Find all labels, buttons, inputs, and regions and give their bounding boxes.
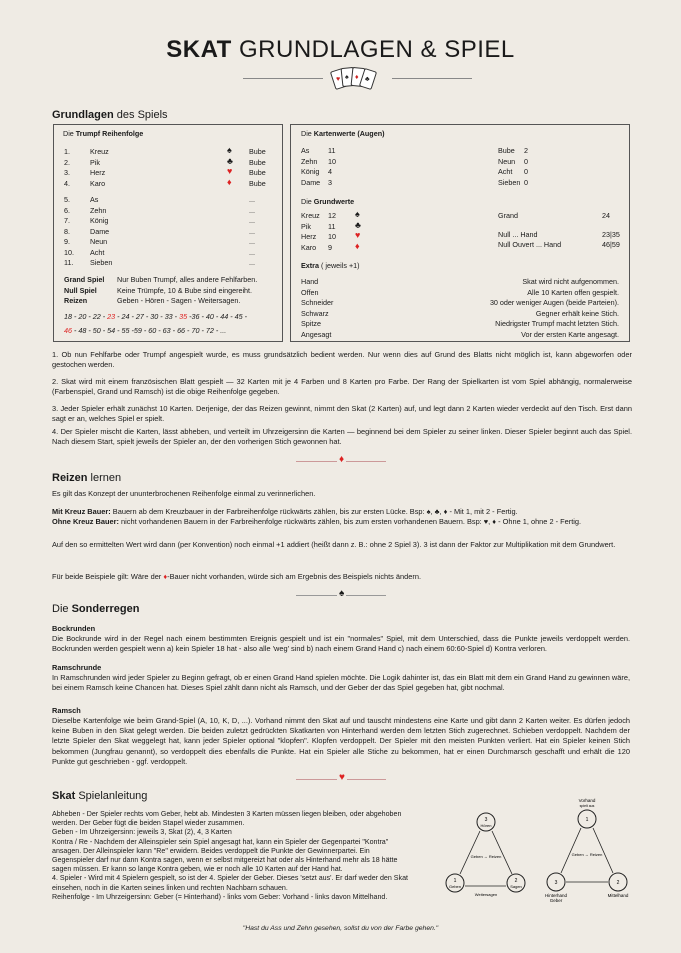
def-value: Keine Trümpfe, 10 & Bube sind eingereiht. [117,285,253,295]
extra-name: Schwarz [301,308,329,318]
svg-text:♠: ♠ [345,74,349,81]
trumpf-suit-name: Kreuz [90,147,109,156]
trumpf-suit-name: Pik [90,157,100,167]
trumpf-ellipsis: ... [249,226,255,236]
trumpf-card-name: As [90,195,99,204]
diagram-geben-reizen [442,810,534,902]
def-value: Nur Buben Trumpf, alles andere Fehlfarben. [117,275,258,284]
kartenwerte-box [290,124,630,342]
card-value: 2 [524,146,528,155]
diag1-n3: 3 [484,817,488,823]
diag2-top: Vorhand [578,798,596,803]
reizen-p3: Auf den so ermittelten Wert wird dann (per Konvention) noch einmal +1 addiert (heißt dann z. B.: ohne 2 Spiel 3). 3 ist dann der Faktor zur Multiplikation mit dem Grundwert. [52,540,616,549]
grundwerte-heading: Die Grundwerte [301,197,355,206]
anleitung-line: Abheben - Der Spieler rechts vom Geber, hebt ab. Mindesten 3 Karten müssen liegen bleiben, oder abgehoben [52,810,402,818]
reizen-p4: Für beide Beispiele gilt: Wäre der ♦-Bauer nicht vorhanden, würde sich am Ergebnis des Beispiels nichts ändern. [52,572,421,581]
diag1-l3: Hören [480,823,492,828]
svg-text:♦: ♦ [355,74,359,81]
trumpf-card-name: Dame [90,226,110,236]
card-value: 4 [328,167,332,176]
section-heading-sonderregen: Die Sonderregen [52,603,140,615]
trumpf-card-name: Zehn [90,205,107,215]
spade-suit-icon: ♠ [227,145,232,155]
card-value: 0 [524,156,528,166]
def-value: Geben - Hören - Sagen - Weitersagen. [117,296,241,305]
trumpf-card: Bube [249,147,266,156]
trumpf-rank: 7. [64,216,70,225]
grand-value: 24 [602,211,610,220]
trumpf-card: Bube [249,157,266,167]
trumpf-card-name: Acht [90,247,105,257]
heart-suit-icon: ♥ [355,230,361,240]
trumpf-suit-name: Herz [90,168,106,177]
sonderregel-text: Dieselbe Kartenfolge wie beim Grand-Spiel (A, 10, K, D, ...). Vorhand nimmt den Skat auf und tauscht mindestens eine Karte und gibt dann 2 Karten weiter. Es dürfen jedoch keine Buben in den Skat gelegt werden. Die beiden zuletzt gedrückten Skatkarten von Hinterhand werden dem letzten Stich zugerechnet. Schieben verdoppelt. Nachdem der letzte Spieler den Skat weggelegt hat, kann jeder Spieler optional "klopfen". Klopfen verdoppelt. Der Spieler mit den meisten Punkten verliert. Hat ein Spieler keinen Stich bekommen (Jungfrau genannt), so verdoppelt dies ebenfalls die Punkte. Hat ein Spieler alle Stiche zu bekommen, hat er einen Durchmarsch geschafft und erhält die 120 Punkte gut geschrieben - ggf. verdoppelt. [52,716,630,766]
sonderregel-text: In Ramschrunden wird jeder Spieler zu Beginn gefragt, ob er einen Grand Hand spielen möchte. Die Logik dahinter ist, das ein Blatt mit dem ein Grand Hand zu gewinnen wäre, bei einem Ramsch keine Chancen hat. Dieses Spiel zählt dann nicht als Ramsch, und der Geber der das Spiel gegeben hat, gibt nochmal. [52,673,630,693]
trumpf-card: Bube [249,178,266,188]
trumpf-rank: 11. [64,258,74,267]
diag1-l1: Geben [448,884,462,889]
trumpf-card-name: Sieben [90,258,113,267]
grund-value: 9 [328,242,332,252]
def-term: Reizen [64,296,88,305]
null-ouvert-label: Null Ouvert ... Hand [498,240,562,249]
trumpf-ellipsis: ... [249,205,255,215]
anleitung-line: Kontra / Re - Nachdem der Alleinspieler sein Spiel angesagt hat, kann ein Spieler der Gegenpartei "Kontra" [52,837,389,846]
trumpf-ellipsis: ... [249,216,255,225]
spade-suit-icon: ♣ [227,155,233,166]
diag1-n1: 1 [453,878,457,884]
card-name: König [301,167,320,176]
spade-suit-icon: ♣ [355,219,361,230]
card-name: Dame [301,177,321,187]
def-term: Null Spiel [64,285,97,295]
trumpf-ellipsis: ... [249,247,255,257]
card-name: As [301,146,310,155]
extra-heading: Extra ( jeweils +1) [301,261,360,270]
spade-suit-icon: ♠ [355,209,360,219]
title-rule-right [392,78,472,79]
trumpf-card-name: Neun [90,237,108,246]
extra-desc: Niedrigster Trumpf macht letzten Stich. [495,319,619,328]
rule-item: 2. Skat wird mit einem französischen Blatt gespielt — 32 Karten mit je 4 Farben und 8 Karten pro Farbe. Der Rang der Spielkarten ist vom Spiel abhängig, normalerweise (Farbenspiel, Grand und Ramsch) ist die obige Reihenfolge gegeben. [52,377,632,397]
spade-icon: ♠ [339,588,345,599]
section-heading-reizen: Reizen lernen [52,472,122,484]
trumpf-rank: 6. [64,205,70,215]
diamond-icon: ♦ [339,454,345,465]
grund-suit-name: Pik [301,221,311,231]
anleitung-line: einsehen, noch in die Karten seines linken und rechten Nachbarn schauen. [52,883,288,892]
card-name: Sieben [498,177,521,187]
diag2-n1: 1 [585,817,589,823]
extra-name: Schneider [301,298,334,307]
diag2-n2: 2 [616,880,620,886]
null-hand-value: 23|35 [602,230,620,239]
card-name: Bube [498,146,515,155]
diag2-br: Mittelhand [607,893,629,898]
null-hand-label: Null ... Hand [498,230,538,239]
grund-suit-name: Karo [301,242,317,252]
trumpf-rank: 2. [64,157,70,167]
trumpf-card-name: König [90,216,109,225]
diag2-bl: Hinterhand [544,893,568,898]
grund-value: 11 [328,221,336,231]
extra-desc: Alle 10 Karten offen gespielt. [527,287,619,297]
card-value: 11 [328,146,336,155]
anleitung-line: Gegenspieler darf nur dann Kontra sagen, wenn er selbst mitgereizt hat oder als Hinterhand mehr als 18 hätte [52,856,398,864]
grund-value: 10 [328,232,336,241]
rule-item: 3. Jeder Spieler erhält zunächst 10 Karten. Derjenige, der das Reizen gewinnt, nimmt den Skat (2 Karten) auf, und legt dann 2 Karten wieder verdeckt auf den Tisch. Erst dann sagt er an, welches Spiel er spielt. [52,404,632,424]
section-heading-spielanleitung: Skat Spielanleitung [52,790,148,802]
extra-desc: 30 oder weniger Augen (beide Parteien). [489,298,619,307]
card-name: Zehn [301,156,318,166]
anleitung-line: ansagen. Der Alleinspieler kann "Re" erwidern. Beides verdoppelt die Punkte der Gewinnerpartei. Ein [52,846,370,855]
card-name: Acht [498,167,513,176]
trumpf-heading: Die Trumpf Reihenfolge [63,129,144,138]
diag2-bl2: Geber [549,898,563,903]
trumpf-rank: 10. [64,247,74,257]
diag1-center: Geben ↔ Reizen [470,854,502,859]
reiz-row-2: 46 - 48 - 50 - 54 - 55 -59 - 60 - 63 - 66 - 70 - 72 - ... [64,326,227,335]
trumpf-rank: 3. [64,168,70,177]
title-rule-left [243,78,323,79]
null-ouvert-value: 46|59 [602,240,620,249]
extra-name: Hand [301,277,319,286]
diag2-center: Geben ↔ Reizen [571,852,603,857]
anleitung-line: Geben - Im Uhrzeigersinn: jeweils 3, Skat (2), 4, 3 Karten [52,828,232,837]
trumpf-rank: 1. [64,147,70,156]
heart-suit-icon: ♦ [355,240,360,251]
extra-desc: Gegner erhält keine Stich. [535,308,619,318]
diag2-top2: spielt aus [579,804,595,808]
anleitung-line: sagen müssen. Er kann so lange Kontra geben, wie er noch alle 10 Karten auf der Hand hat. [52,865,343,874]
diag1-bottom: Weitersagen [474,892,498,897]
sonderregel-title: Bockrunden [52,624,96,633]
footer-quote: "Hast du Ass und Zehn gesehen, sollst du von der Farbe gehen." [242,925,439,932]
rule-item: 4. Der Spieler mischt die Karten, lässt abheben, und verteilt im Uhrzeigersinn die Karten — beginnend bei dem Spieler zu seiner linken. Dieser Spieler beginnt auch das Spiel. Nach diesem Start, spielt jeweils der Spieler an, der den vorherigen Stich gewonnen hat. [52,427,632,447]
def-term: Grand Spiel [64,275,105,284]
kartenwerte-heading: Die Kartenwerte (Augen) [301,129,385,138]
card-value: 0 [524,167,528,176]
diag1-l2: Sagen [510,884,522,889]
extra-name: Offen [301,287,319,297]
heart-suit-icon: ♦ [227,176,232,187]
anleitung-line: Reihenfolge - Im Uhrzeigersinn: Geber (= Hinterhand) - links vom Geber: Vorhand - links davon Mittelhand. [52,892,388,901]
ohne-kreuz-line: Ohne Kreuz Bauer: nicht vorhandenen Bauern in der Farbreihenfolge rückwärts zählen, bis zum ersten vorhandenen Bauern. Bsp: ♥, ♦ - Ohne 1, ohne 2 - Fertig. [52,517,582,526]
trumpf-ellipsis: ... [249,195,255,204]
trumpf-suit-name: Karo [90,178,106,188]
diagram-reihenfolge [540,796,632,906]
trumpf-rank: 4. [64,178,70,188]
page-title: SKAT GRUNDLAGEN & SPIEL [166,36,515,63]
section-heading-grundlagen: Grundlagen des Spiels [52,109,168,121]
grund-value: 12 [328,211,336,220]
heart-suit-icon: ♥ [227,166,233,176]
grand-label: Grand [498,211,518,220]
playing-cards-icon [330,66,380,94]
trumpf-ellipsis: ... [249,258,255,267]
trumpf-rank: 5. [64,195,70,204]
trumpf-rank: 9. [64,237,70,246]
trumpf-box [53,124,283,342]
anleitung-line: werden. Der Geber fügt die beiden Stapel wieder zusammen. [52,819,245,828]
sonderregel-title: Ramschrunde [52,663,102,672]
svg-text:♣: ♣ [365,76,370,83]
extra-desc: Skat wird nicht aufgenommen. [522,277,619,286]
card-value: 3 [328,177,332,187]
diag1-n2: 2 [514,878,518,884]
anleitung-line: 4. Spieler - Wird mit 4 Spielern gespielt, so ist der 4. Spieler der Geber. Dieses 'setzt aus'. Er darf weder den Skat [52,874,408,883]
sonderregel-title: Ramsch [52,706,81,715]
svg-text:♥: ♥ [336,76,341,83]
card-value: 0 [524,177,528,187]
mit-kreuz-line: Mit Kreuz Bauer: Bauern ab dem Kreuzbauer in der Farbreihenfolge rückwärts zählen, bis zur ersten Lücke. Bsp: ♠, ♣, ♦ - Mit 1, mit 2 - Fertig. [52,507,518,516]
extra-desc: Vor der ersten Karte angesagt. [521,329,619,339]
reizen-intro: Es gilt das Konzept der ununterbrochenen Reihenfolge einmal zu verinnerlichen. [52,489,316,498]
heart-icon: ♥ [339,772,345,783]
card-name: Neun [498,156,516,166]
trumpf-card: Bube [249,168,266,177]
trumpf-ellipsis: ... [249,237,255,246]
grund-suit-name: Kreuz [301,211,320,220]
extra-name: Spitze [301,319,321,328]
grund-suit-name: Herz [301,232,317,241]
rule-item: 1. Ob nun Fehlfarbe oder Trumpf angespielt wurde, es muss grundsätzlich bedient werden. Nur wenn dies auf Grund des Blatts nicht möglich ist, kann abgeworfen oder gestochen werden. [52,350,632,370]
diag2-n3: 3 [554,880,558,886]
extra-name: Angesagt [301,329,332,339]
sonderregel-text: Die Bockrunde wird in der Regel nach einem bestimmten Ereignis gespielt und ist ein "normales" Spiel, mit dem Unterschied, dass die Punkte jeweils verdoppelt werden. Bockrunden werden gespielt wenn a) kein Spieler 18 hat - also alle 'weg' sind b) nach einem Grand Hand c) nach einem 60:60-Spiel d) Kontra verloren. [52,634,630,654]
card-value: 10 [328,156,336,166]
trumpf-rank: 8. [64,226,70,236]
reiz-row-1: 18 - 20 - 22 - 23 - 24 - 27 - 30 - 33 - 35 -36 - 40 - 44 - 45 - [64,312,247,321]
